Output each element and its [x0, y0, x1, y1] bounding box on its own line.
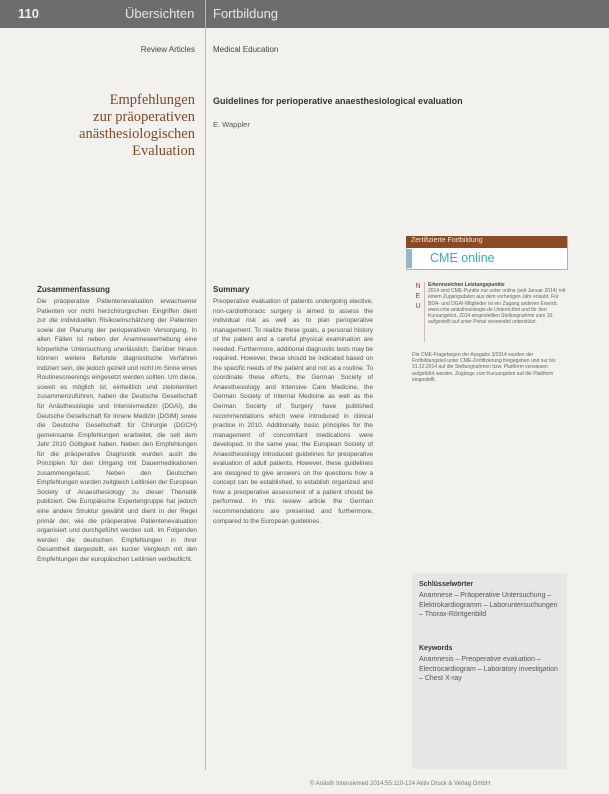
- author: E. Wappler: [213, 120, 250, 129]
- keywords-box: [412, 573, 567, 769]
- neu-body: 2014 sind CME-Punkte nur unter online (seit Januar 2014) mit einem Zugangsdaten aus dem vorherigen Jahr erlaubt. Für BDA- und DGAI-Mitglieder ist ein Zugang anderen Erwerb. www.cme-anästhesiologie.de Unterrichtet und für den Kursangebot, 2014 eingestellten Stellungnahme zum 10. aufgestellt auf unter Portal verwendet unterstützt.: [428, 288, 566, 326]
- neu-letter: U: [415, 303, 421, 310]
- subheader-en: Medical Education: [213, 45, 279, 54]
- neu-badge: [412, 282, 424, 312]
- summary-heading: Summary: [213, 285, 250, 294]
- article-title-en: Guidelines for perioperative anaesthesiological evaluation: [213, 96, 463, 106]
- keywords-text-en: Anamnesis – Preoperative evaluation – Electrocardiogram – Laboratory investigation – Chest X-ray: [419, 656, 558, 683]
- title-line: zur präoperativen: [93, 109, 195, 125]
- zusammenfassung-heading: Zusammenfassung: [37, 285, 110, 294]
- neu-info: [428, 282, 566, 325]
- neu-letter: E: [415, 293, 421, 300]
- page-number: 110: [18, 6, 39, 21]
- cme-accent-strip: [406, 249, 412, 268]
- section-title-de: Übersichten: [125, 6, 195, 21]
- neu-divider: [424, 282, 425, 342]
- neu-heading: Erkennzeichen Leistungspunkte: [428, 282, 505, 288]
- title-line: anästhesiologischen: [79, 126, 195, 142]
- zusammenfassung-text: Die präoperative Patientenevaluation erwachsener Patienten vor nicht herzchirurgischen Eingriffen dient zur die individuellen Risikoeinschätzung der Patienten sowie der Planung der perioperativen Versorgung. In allen Fällen ist neben der Anamneseerhebung eine körperliche Untersuchung unerlässlich. Darüber hinaus können weitere Befunde diagnostische Verfahren indiziert sein, die jedoch gezielt und nicht im Sinne eines Routinescreenings eingesetzt werden sollten. Um diese, soweit es möglich ist, einheitlich und zielorientiert zusammenzuführen, haben die Deutsche Gesellschaft für Anästhesiologie und Intensivmedizin (DGAI), die Deutsche Gesellschaft für Innere Medizin (DGIM) sowie die Deutsche Gesellschaft für Chirurgie (DGCH) gemeinsame Empfehlungen erarbeitet, die seit dem Jahr 2010 Gültigkeit haben. Neben den Empfehlungen für die präoperative Diagnostik wurden auch die Prinzipien für den Umgang mit Dauermedikationen zusammengefasst. Neben den Deutschen Empfehlungen wurden zeitgleich Leitlinien der European Society of Anaesthesiology zu dieser Thematik publiziert. Die Europäische Expertengruppe hat jedoch eine andere Struktur gewählt und dient in der Regel primär der, wie die präoperative Patientenevaluation organisiert und durchgeführt werden soll. Im Folgenden werden die deutschen Empfehlungen in ihrer Gesamtheit dargestellt, ein kurzer Vergleich mit den Empfehlungen der europäischen Leitlinien verdeutlicht.: [37, 298, 197, 563]
- section-title-en: Fortbildung: [213, 6, 279, 21]
- summary-text: Preoperative evaluation of patients undergoing elective, non-cardiothoracic surgery is aimed to assess the individual risk as well as to plan perioperative management. To realize these goals, a personal history of the patient and a careful physical examination are needed. Furthermore, additional diagnostic tests may be required. However, these should be indicated based on the specific needs of the patient and not as a routine. To coordinate these efforts, the German Society of Anaesthesiology and Intensive Care Medicine, the German Society of Internal Medicine as well as the German Society of Surgery have published recommendations which were introduced in clinical practice in 2010. Additionally, basic principles for the management of concomitant medications were developed. In the same year, the European Society of Anaesthesiology introduced guidelines for preoperative evaluation of adult patients. However, these guidelines are designed to give answers on the questions how a concept can be established, to establish organized and how a preoperative assessment of a patient should be performed. In this review article the German recommendations are presented and furthermore, compared to the European guidelines.: [213, 298, 373, 525]
- page-header: [0, 0, 609, 28]
- keywords-heading-de: Schlüsselwörter: [419, 581, 474, 588]
- cme-label-bar: [406, 236, 567, 248]
- keywords-heading-en: Keywords: [419, 645, 453, 652]
- cme-label: Zertifizierte Fortbildung: [411, 237, 483, 244]
- footer-citation: © Anästh Intensivmed 2014;55:110-124 Aktiv Druck & Verlag GmbH: [310, 781, 491, 787]
- keywords-text-de: Anamnese – Präoperative Untersuchung – Elektrokardiogramm – Laboruntersuchungen – Thorax-Röntgenbild: [419, 592, 558, 619]
- cme-info-text: Die CME-Fragebogen der Ausgabe 3/2014 wurden der Fortbildungsteil unter CME-Zertifizierung freigegeben und nur bis 31.12.2014 auf die Stellungnahmen bzw. Plattform verwiesen aufgeführt werden. Zugänge zum Kursangebot auf die Plattform eingestellt.: [412, 352, 556, 383]
- subheader-de: Review Articles: [140, 45, 195, 54]
- neu-letter: N: [415, 283, 421, 290]
- title-line: Evaluation: [132, 143, 195, 159]
- article-title-de: [40, 92, 195, 160]
- title-line: Empfehlungen: [109, 92, 195, 108]
- column-divider: [205, 0, 206, 770]
- cme-title[interactable]: CME online: [430, 251, 495, 265]
